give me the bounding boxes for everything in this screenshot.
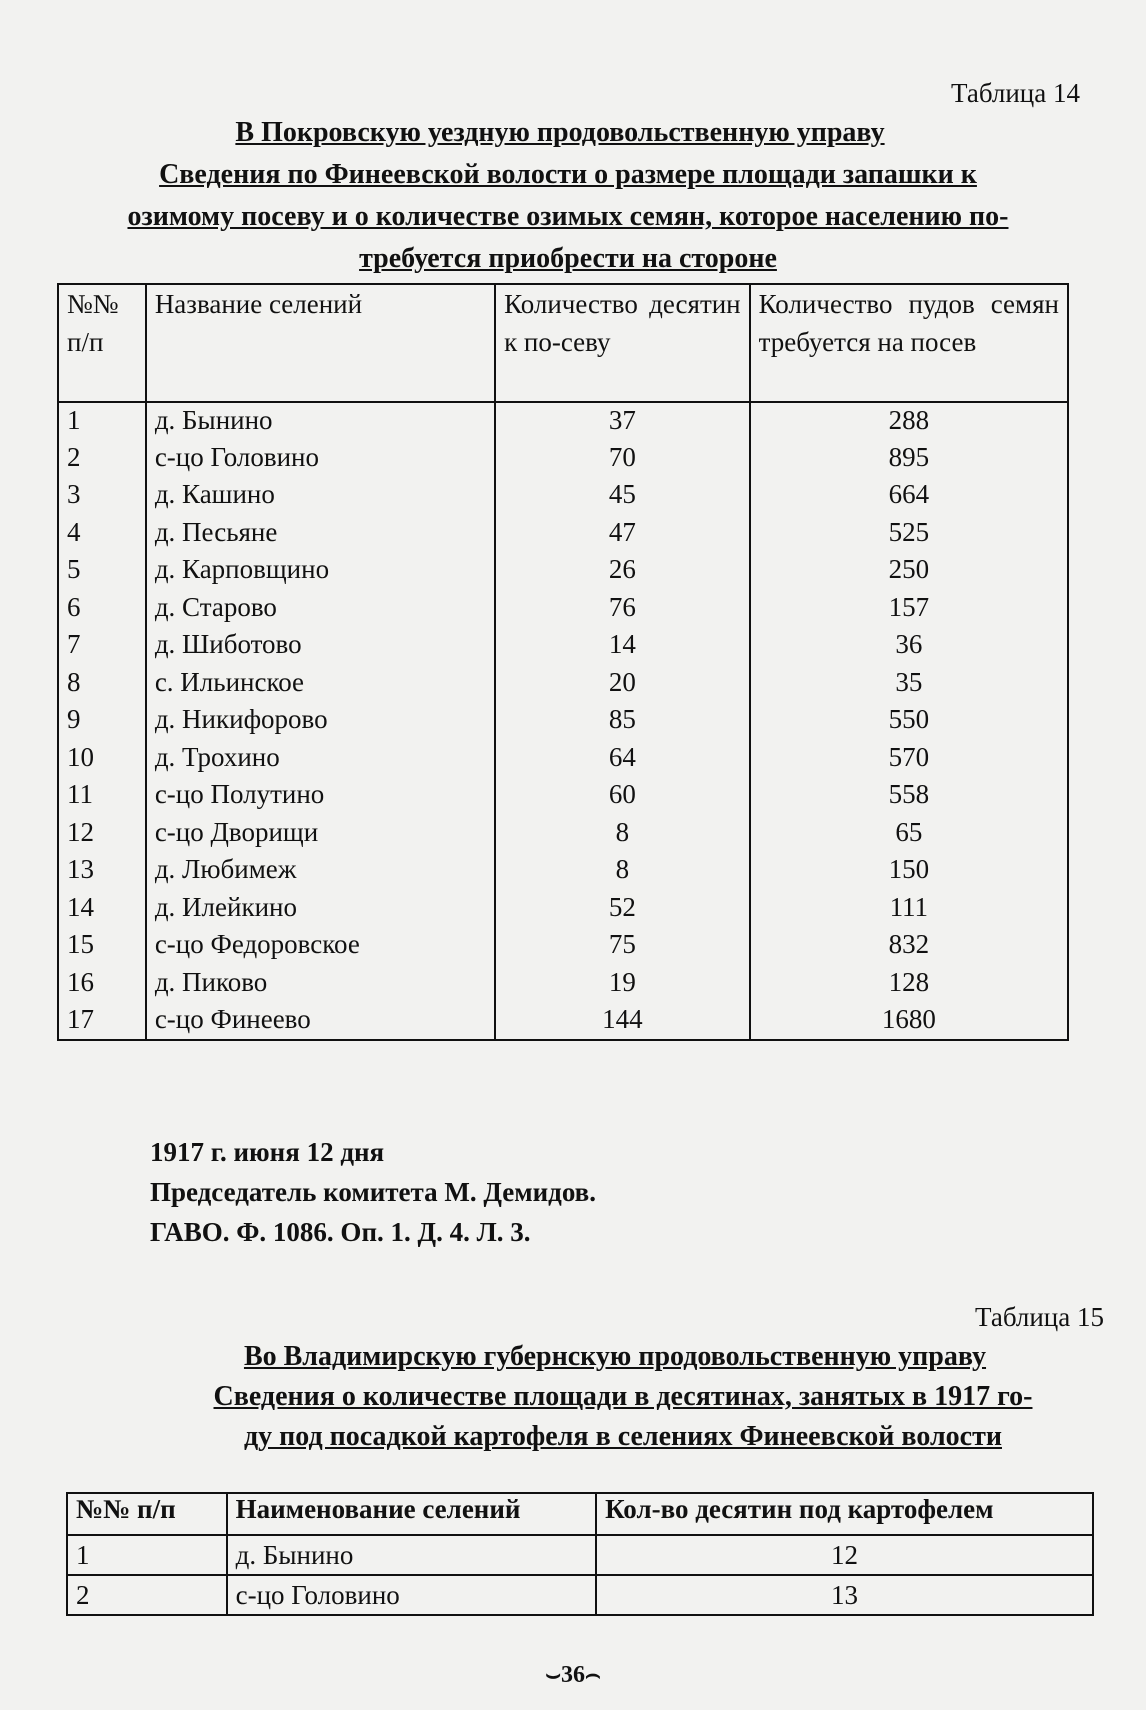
col-header-area: Кол-во десятин под картофелем: [596, 1493, 1093, 1535]
table14-label: Таблица 14: [951, 78, 1080, 108]
table-row: [58, 777, 1068, 815]
col-header-name: Название селений: [146, 284, 495, 402]
table-row: [58, 552, 1068, 590]
table-row: [58, 402, 1068, 440]
row-area: 12: [596, 1535, 1093, 1575]
table-row: [58, 740, 1068, 778]
row-area: 85: [495, 702, 750, 740]
row-num: 2: [58, 440, 146, 478]
row-seeds: 550: [750, 702, 1068, 740]
table14-title-line: озимому посеву и о количестве озимых семян, которое населению по-: [127, 201, 1009, 232]
row-num: 3: [58, 477, 146, 515]
row-num: 13: [58, 852, 146, 890]
footer-signature: Председатель комитета М. Демидов.: [150, 1177, 596, 1207]
row-name: д. Бынино: [146, 402, 495, 440]
row-name: с-цо Федоровское: [146, 927, 495, 965]
col-header-name: Наименование селений: [227, 1493, 596, 1535]
page-number: ⌣36⌢: [545, 1662, 601, 1688]
row-area: 37: [495, 402, 750, 440]
row-name: д. Карповщино: [146, 552, 495, 590]
row-name: с-цо Финеево: [146, 1002, 495, 1040]
row-area: 60: [495, 777, 750, 815]
row-area: 52: [495, 890, 750, 928]
row-seeds: 65: [750, 815, 1068, 853]
table14-title-line: требуется приобрести на стороне: [359, 243, 777, 274]
table-row: [58, 627, 1068, 665]
row-num: 5: [58, 552, 146, 590]
table-row: [58, 515, 1068, 553]
row-area: 8: [495, 852, 750, 890]
row-name: д. Илейкино: [146, 890, 495, 928]
row-num: 10: [58, 740, 146, 778]
table14: [57, 283, 1069, 1041]
table15-addressee: Во Владимирскую губернскую продовольственную управу: [243, 1341, 987, 1372]
row-name: с-цо Дворищи: [146, 815, 495, 853]
row-seeds: 525: [750, 515, 1068, 553]
table-row: [67, 1535, 1093, 1575]
row-seeds: 111: [750, 890, 1068, 928]
row-name: д. Никифорово: [146, 702, 495, 740]
table-row: [58, 927, 1068, 965]
row-seeds: 832: [750, 927, 1068, 965]
row-name: с. Ильинское: [146, 665, 495, 703]
row-num: 7: [58, 627, 146, 665]
row-seeds: 570: [750, 740, 1068, 778]
row-num: 15: [58, 927, 146, 965]
table-row: [58, 440, 1068, 478]
row-name: д. Песьяне: [146, 515, 495, 553]
table-row: [58, 815, 1068, 853]
row-seeds: 157: [750, 590, 1068, 628]
table-row: [67, 1575, 1093, 1615]
row-num: 16: [58, 965, 146, 1003]
col-header-area: Количество десятин к по-севу: [495, 284, 750, 402]
table15-title-line: Сведения о количестве площади в десятинах, занятых в 1917 го-: [213, 1381, 1033, 1412]
table14-footer: [150, 1132, 596, 1252]
row-num: 9: [58, 702, 146, 740]
table-row: [58, 702, 1068, 740]
row-seeds: 1680: [750, 1002, 1068, 1040]
row-name: д. Бынино: [227, 1535, 596, 1575]
row-seeds: 36: [750, 627, 1068, 665]
table-row: [58, 852, 1068, 890]
row-num: 6: [58, 590, 146, 628]
table-row: [58, 590, 1068, 628]
row-num: 1: [67, 1535, 227, 1575]
row-name: д. Трохино: [146, 740, 495, 778]
row-num: 4: [58, 515, 146, 553]
row-num: 8: [58, 665, 146, 703]
row-area: 64: [495, 740, 750, 778]
row-seeds: 895: [750, 440, 1068, 478]
row-name: с-цо Головино: [146, 440, 495, 478]
table15-title-line: ду под посадкой картофеля в селениях Финеевской волости: [244, 1421, 1002, 1452]
row-area: 19: [495, 965, 750, 1003]
row-num: 1: [58, 402, 146, 440]
table15: [66, 1492, 1094, 1616]
table15-title: [140, 1380, 1106, 1454]
row-num: 17: [58, 1002, 146, 1040]
row-seeds: 664: [750, 477, 1068, 515]
table15-label: Таблица 15: [975, 1302, 1104, 1332]
row-area: 76: [495, 590, 750, 628]
table-row: [58, 1002, 1068, 1040]
col-header-num: №№ п/п: [58, 284, 146, 402]
row-seeds: 35: [750, 665, 1068, 703]
row-name: д. Кашино: [146, 477, 495, 515]
row-area: 8: [495, 815, 750, 853]
row-name: с-цо Полутино: [146, 777, 495, 815]
row-seeds: 558: [750, 777, 1068, 815]
row-seeds: 250: [750, 552, 1068, 590]
row-name: д. Пиково: [146, 965, 495, 1003]
table-row: [58, 477, 1068, 515]
row-name: с-цо Головино: [227, 1575, 596, 1615]
col-header-num: №№ п/п: [67, 1493, 227, 1535]
row-area: 70: [495, 440, 750, 478]
col-header-seeds: Количество пудов семян требуется на посев: [750, 284, 1068, 402]
row-seeds: 150: [750, 852, 1068, 890]
row-area: 144: [495, 1002, 750, 1040]
row-name: д. Старово: [146, 590, 495, 628]
table14-title: [50, 158, 1086, 276]
row-seeds: 288: [750, 402, 1068, 440]
row-area: 45: [495, 477, 750, 515]
row-num: 12: [58, 815, 146, 853]
table-row: [58, 965, 1068, 1003]
row-num: 14: [58, 890, 146, 928]
row-name: д. Любимеж: [146, 852, 495, 890]
table14-header-row: [58, 284, 1068, 402]
row-area: 13: [596, 1575, 1093, 1615]
row-area: 26: [495, 552, 750, 590]
footer-date: 1917 г. июня 12 дня: [150, 1137, 385, 1167]
footer-archive-ref: ГАВО. Ф. 1086. Оп. 1. Д. 4. Л. 3.: [150, 1217, 531, 1247]
row-num: 11: [58, 777, 146, 815]
table15-header-row: [67, 1493, 1093, 1535]
table14-addressee: В Покровскую уездную продовольственную управу: [235, 117, 885, 148]
table-row: [58, 665, 1068, 703]
row-area: 20: [495, 665, 750, 703]
row-seeds: 128: [750, 965, 1068, 1003]
row-name: д. Шиботово: [146, 627, 495, 665]
row-area: 75: [495, 927, 750, 965]
row-area: 14: [495, 627, 750, 665]
row-area: 47: [495, 515, 750, 553]
table-row: [58, 890, 1068, 928]
row-num: 2: [67, 1575, 227, 1615]
table14-title-line: Сведения по Финеевской волости о размере площади запашки к: [159, 159, 977, 190]
